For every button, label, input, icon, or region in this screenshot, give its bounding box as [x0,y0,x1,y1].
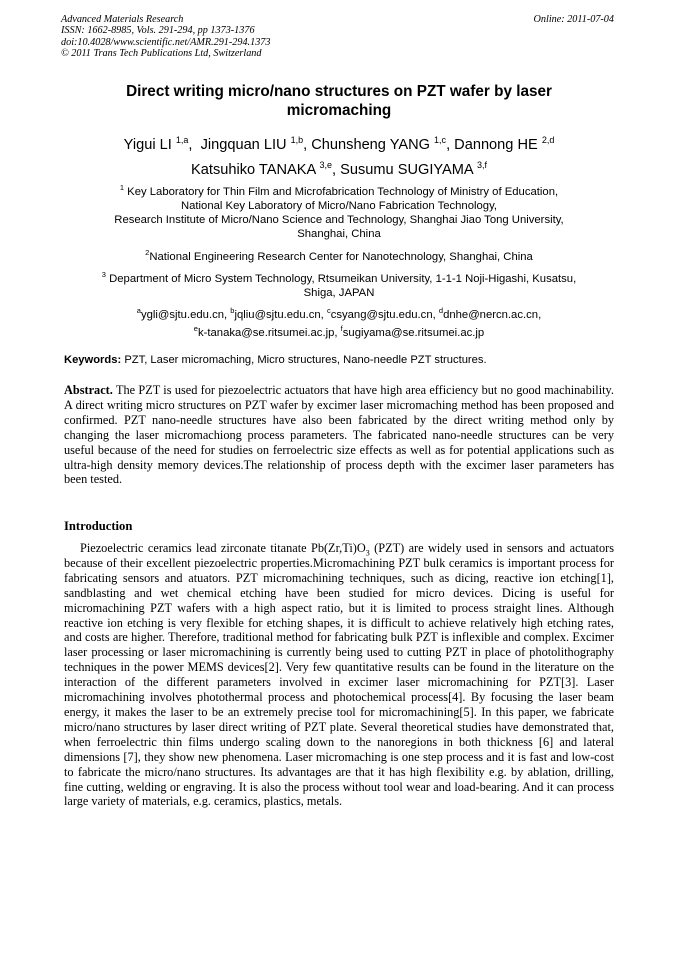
author-affil-marker: 3,e [319,160,333,171]
issn-line: ISSN: 1662-8985, Vols. 291-294, pp 1373-1376 [61,25,255,37]
affiliation-3 [70,268,608,300]
affiliation-line: Department of Micro System Technology, Rtsumeikan University, 1-1-1 Noji-Higashi, Kusatsu, [109,272,577,285]
email-address: csyang@sjtu.edu.cn [330,308,433,321]
email-address: jqliu@sjtu.edu.cn [234,308,321,321]
paper-title [64,82,614,120]
title-line-2: micromaching [286,102,392,119]
intro-text-rest: (PZT) are widely used in sensors and actuators because of their excellent piezoelectric properties.Micromachining PZT bulk ceramics is important process for fabricating sensors and atuators. PZT micromachining techniques, such as dicing, reactive ion etching[1], sandblasting and wet chemical etching have been studied for micro devices. Dicing is useful for micromachining PZT wafers with a high aspect ratio, but it is limited to process straight lines. Although reactive ion etching is very flexible for etching shapes, it is difficult to achieve relatively high etching rates, and costs are higher. Therefore, traditional method for fabricating bulk PZT is inflexible and complex. Excimer laser processing or laser micromachining is currently being used to cutting PZT in place of photolithography techniques in the power MEMS devices[2]. Very few quantitative results can be found in the literature on the interaction of the different parameters involved in excimer laser micromachining for PZT[3]. Laser micromachining involves photothermal process and photochemical process[4]. By focusing the laser beam energy, it makes the laser to be an extremely precise tool for micromachining[5]. In this paper, we fabricate micro/nano structures by laser direct writing of PZT plate. Several theoretical studies have demonstrated that, when ferroelectric thin films undergo scaling down to the nanoregions in both thickness [6] and lateral dimensions [7], they show new phenomena. Laser micromaching is one step process and it is fast and low-cost to fabricate the micro/nano structures. Its advantages are that it has high flexibility e.g. by ablation, drilling, fine cutting, welding or engraving. It is also the process without tool wear and load-bearing. And it can process large variety of materials, e.g. ceramics, plastics, metals. [64,541,614,809]
keywords [64,353,619,367]
introduction-heading: Introduction [64,519,133,533]
author-affil-marker: 3,f [476,160,487,171]
email-marker: a [136,306,141,315]
author-affil-marker: 1,a [175,135,189,145]
affiliation-marker: 2 [145,248,150,257]
affiliation-marker: 1 [119,183,125,192]
email-marker: f [340,323,343,333]
email-address: dnhe@nercn.ac.cn [443,308,539,321]
introduction-paragraph [64,541,614,809]
email-list: $^a$ygli@sjtu.edu.cn, $^b$jqliu@sjtu.edu.cn, $^c$csyang@sjtu.edu.cn, $^d$dnhe@nercn.ac.cn, $^e$k-tanaka@se.ritsumei.ac.jp, $^f$sugiyama@se.ritsumei.ac.jp [136,306,542,339]
keywords-label: Keywords: [64,354,122,366]
affiliation-marker: 3 [101,270,106,279]
keywords-text: PZT, Laser micromaching, Micro structures, Nano-needle PZT structures. [124,354,487,366]
author-line-2: Katsuhiko TANAKA $^{3,e}$, Susumu SUGIYAMA $^{3,f}$ [191,160,487,179]
abstract-text: The PZT is used for piezoelectric actuators that have high area efficiency but no good machinability. A direct writing micro structures on PZT wafer by excimer laser micromaching method has been proposed and confirmed. PZT nano-needle structures have also been fabricated by the direct writing method only by changing the laser micromachiong process parameters. The fabricated nano-needle structures can be very useful because of the need for studies on ferroelectric size effects as well as for potential applications such as ultra-high density memory devices.The relationship of process depth with the excimer laser parameters has been tested. [64,383,614,487]
email-address: k-tanaka@se.ritsumei.ac.jp [197,326,335,339]
author-name: Yigui LI [123,136,172,153]
online-date: Online: 2011-07-04 [533,14,614,25]
intro-text-start: Piezoelectric ceramics lead zirconate titanate Pb(Zr,Ti)O [80,541,366,555]
email-address: ygli@sjtu.edu.cn [140,308,225,321]
affiliation-line: National Key Laboratory of Micro/Nano Fabrication Technology, [180,199,498,212]
title-line-1: Direct writing micro/nano structures on PZT wafer by laser [126,83,552,100]
author-list [64,130,614,181]
affiliation-line: Key Laboratory for Thin Film and Microfabrication Technology of Ministry of Education, [127,185,559,198]
affiliation-line: National Engineering Research Center for Nanotechnology, Shanghai, China [149,250,533,263]
author-line-1: Yigui LI $^{1,a}$, Jingquan LIU $^{1,b}$, Chunsheng YANG $^{1,c}$, Dannong HE $^{2,d}$ [123,135,555,153]
author-name: Jingquan LIU [200,136,287,153]
email-address: sugiyama@se.ritsumei.ac.jp [342,326,485,339]
journal-name: Advanced Materials Research [61,14,184,25]
author-affil-marker: 1,b [290,135,304,145]
affiliation-line: Shiga, JAPAN [303,286,375,299]
affiliation-line: Research Institute of Micro/Nano Science and Technology, Shanghai Jiao Tong University, [114,213,564,226]
affiliation-2 [70,246,608,264]
affiliation-1 [70,181,608,241]
abstract-label: Abstract. [64,383,113,397]
affiliation-line: Shanghai, China [297,227,381,240]
email-marker: e [193,323,198,333]
abstract [64,383,614,487]
copyright-line: © 2011 Trans Tech Publications Ltd, Switzerland [61,48,262,60]
doi-line: doi:10.4028/www.scientific.net/AMR.291-294.1373 [61,36,271,48]
email-marker: d [438,306,444,315]
author-name: Chunsheng YANG [311,136,430,153]
author-affil-marker: 2,d [541,135,555,145]
email-marker: b [230,306,235,315]
journal-header [61,14,270,60]
author-name: Katsuhiko TANAKA [191,162,316,179]
author-name: Susumu SUGIYAMA [340,162,473,179]
intro-subscript: 3 [365,548,370,558]
email-marker: c [326,306,331,315]
author-name: Dannong HE [454,136,538,153]
author-affil-marker: 1,c [434,135,447,145]
